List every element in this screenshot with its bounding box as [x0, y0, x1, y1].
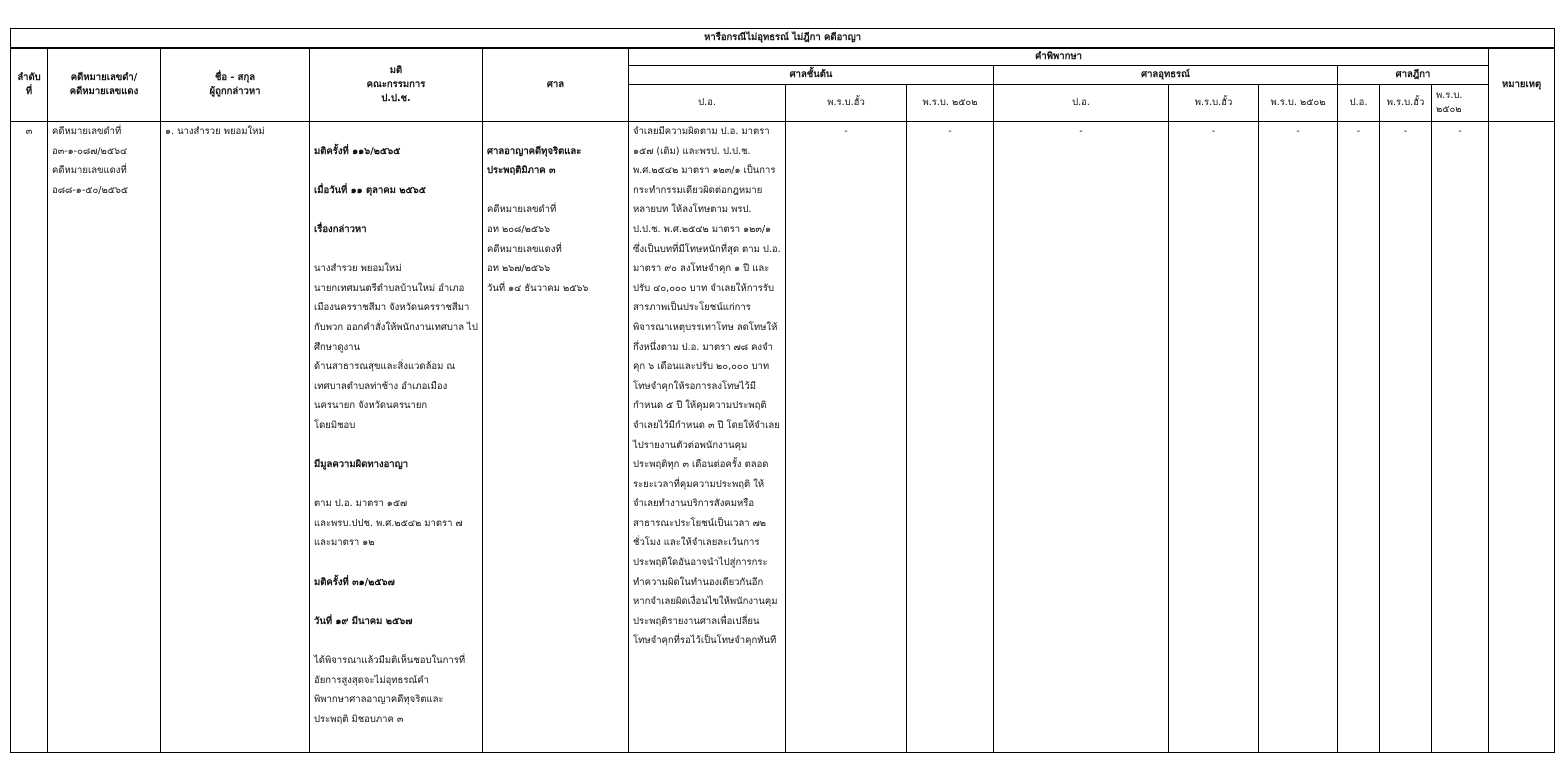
header-supreme-po: ป.อ.: [1338, 85, 1380, 122]
header-appeal-act-old: พ.ร.บ.ฮั้ว: [1169, 85, 1259, 122]
header-remarks: หมายเหตุ: [1489, 48, 1555, 122]
cell-remarks: [1489, 122, 1555, 753]
committee-line: นางสำรวย พยอมใหม่ นายกเทศมนตรีตำบลบ้านใหม่ อำเภอเมืองนครราชสีมา จังหวัดนครราชสีมา กับพวก ออกคำสั่งให้พนักงานเทศบาล ไปศึกษาดูงาน ด้านสาธารณสุขและสิ่งแวดล้อม ณ เทศบาลตำบลท่าช้าง อำเภอเมือง นครนายก จังหวัดนครนายก โดยมิชอบ: [314, 263, 478, 431]
committee-line: ได้พิจารณาแล้วมีมติเห็นชอบในการที่อัยการสูงสุดจะไม่อุทธรณ์คำ พิพากษาศาลอาญาคดีทุจริตและ ประพฤติ มิชอบภาค ๓: [314, 655, 466, 725]
cell-appeal-act-old: -: [1169, 122, 1259, 753]
committee-line: วันที่ ๑๙ มีนาคม ๒๕๖๗: [314, 615, 413, 627]
header-first-act-old: พ.ร.บ.ฮั้ว: [786, 85, 907, 122]
header-court: ศาล: [483, 48, 629, 122]
table-title: หารือกรณีไม่อุทธรณ์ ไม่ฎีกา คดีอาญา: [11, 29, 1555, 49]
cell-first-act-2502: -: [907, 122, 994, 753]
cell-case-number: คดีหมายเลขดำที่ อ๓-๑-๐๘๗/๒๕๖๔ คดีหมายเลขแดงที่ อ๘๘-๑-๕๐/๒๕๖๕: [48, 122, 161, 753]
cell-supreme-act-old: -: [1380, 122, 1432, 753]
committee-line: มติครั้งที่ ๑๑๖/๒๕๖๕: [314, 145, 401, 157]
table-row: [11, 122, 1555, 753]
cell-appeal-act-2502: -: [1259, 122, 1338, 753]
header-supreme-act-2502: พ.ร.บ. ๒๕๐๒: [1432, 85, 1489, 122]
committee-line: ตาม ป.อ. มาตรา ๑๕๗ และพรบ.ปปช. พ.ศ.๒๕๔๒ มาตรา ๗ และมาตรา ๑๒: [314, 498, 463, 549]
header-appeal-po: ป.อ.: [994, 85, 1169, 122]
cell-supreme-po: -: [1338, 122, 1380, 753]
header-supreme-act-old: พ.ร.บ.ฮั้ว: [1380, 85, 1432, 122]
header-name: ชื่อ - สกุล ผู้ถูกกล่าวหา: [161, 48, 310, 122]
header-appeal-act-2502: พ.ร.บ. ๒๕๐๒: [1259, 85, 1338, 122]
court-case-info: คดีหมายเลขดำที่ อท ๒๐๘/๒๕๖๖ คดีหมายเลขแดงที่ อท ๒๖๗/๒๕๖๖ วันที่ ๑๔ ธันวาคม ๒๕๖๖: [487, 204, 589, 294]
header-committee: มติ คณะกรรมการ ป.ป.ช.: [310, 48, 483, 122]
cell-court: [483, 122, 629, 753]
header-appeal-court: ศาลอุทธรณ์: [994, 66, 1338, 85]
header-first-court: ศาลชั้นต้น: [629, 66, 994, 85]
case-table: [10, 28, 1555, 753]
cell-name: ๑. นางสำรวย พยอมใหม่: [161, 122, 310, 753]
cell-order: ๓: [11, 122, 48, 753]
cell-first-po: จำเลยมีความผิดตาม ป.อ. มาตรา ๑๕๗ (เดิม) และพรป. ป.ป.ช. พ.ศ.๒๕๔๒ มาตรา ๑๒๓/๑ เป็นการกระทำกรรมเดียวผิดต่อกฎหมายหลายบท ให้ลงโทษตาม พรป. ป.ป.ช. พ.ศ.๒๕๔๒ มาตรา ๑๒๓/๑ ซึ่งเป็นบทที่มีโทษหนักที่สุด ตาม ป.อ. มาตรา ๙๐ ลงโทษจำคุก ๑ ปี และปรับ ๔๐,๐๐๐ บาท จำเลยให้การรับสารภาพเป็นประโยชน์แก่การพิจารณาเหตุบรรเทาโทษ ลดโทษให้กึ่งหนึ่งตาม ป.อ. มาตรา ๗๘ คงจำคุก ๖ เดือนและปรับ ๒๐,๐๐๐ บาท โทษจำคุกให้รอการลงโทษไว้มีกำหนด ๕ ปี ให้คุมความประพฤติจำเลยไว้มีกำหนด ๓ ปี โดยให้จำเลยไปรายงานตัวต่อพนักงานคุมประพฤติทุก ๓ เดือนต่อครั้ง ตลอดระยะเวลาที่คุมความประพฤติ ให้จำเลยทำงานบริการสังคมหรือสาธารณะประโยชน์เป็นเวลา ๗๒ ชั่วโมง และให้จำเลยละเว้นการประพฤติใดอันอาจนำไปสู่การกระทำความผิดในทำนองเดียวกันอีก หากจำเลยผิดเงื่อนไขให้พนักงานคุมประพฤติรายงานศาลเพื่อเปลี่ยนโทษจำคุกที่รอไว้เป็นโทษจำคุกทันที: [629, 122, 786, 753]
header-first-act-2502: พ.ร.บ. ๒๕๐๒: [907, 85, 994, 122]
committee-line: มติครั้งที่ ๓๑/๒๕๖๗: [314, 576, 395, 588]
cell-supreme-act-2502: -: [1432, 122, 1489, 753]
committee-line: เมื่อวันที่ ๑๑ ตุลาคม ๒๕๖๕: [314, 184, 426, 196]
cell-appeal-po: -: [994, 122, 1169, 753]
header-supreme-court: ศาลฎีกา: [1338, 66, 1489, 85]
case-table-page: [10, 28, 1542, 767]
cell-first-act-old: -: [786, 122, 907, 753]
header-first-po: ป.อ.: [629, 85, 786, 122]
committee-line: มีมูลความผิดทางอาญา: [314, 459, 409, 471]
cell-committee: [310, 122, 483, 753]
committee-line: เรื่องกล่าวหา: [314, 223, 367, 235]
header-order: ลำดับ ที่: [11, 48, 48, 122]
header-judgment: คำพิพากษา: [629, 48, 1489, 66]
header-case-number: คดีหมายเลขดำ/ คดีหมายเลขแดง: [48, 48, 161, 122]
court-name: ศาลอาญาคดีทุจริตและ ประพฤติมิภาค ๓: [487, 145, 582, 177]
